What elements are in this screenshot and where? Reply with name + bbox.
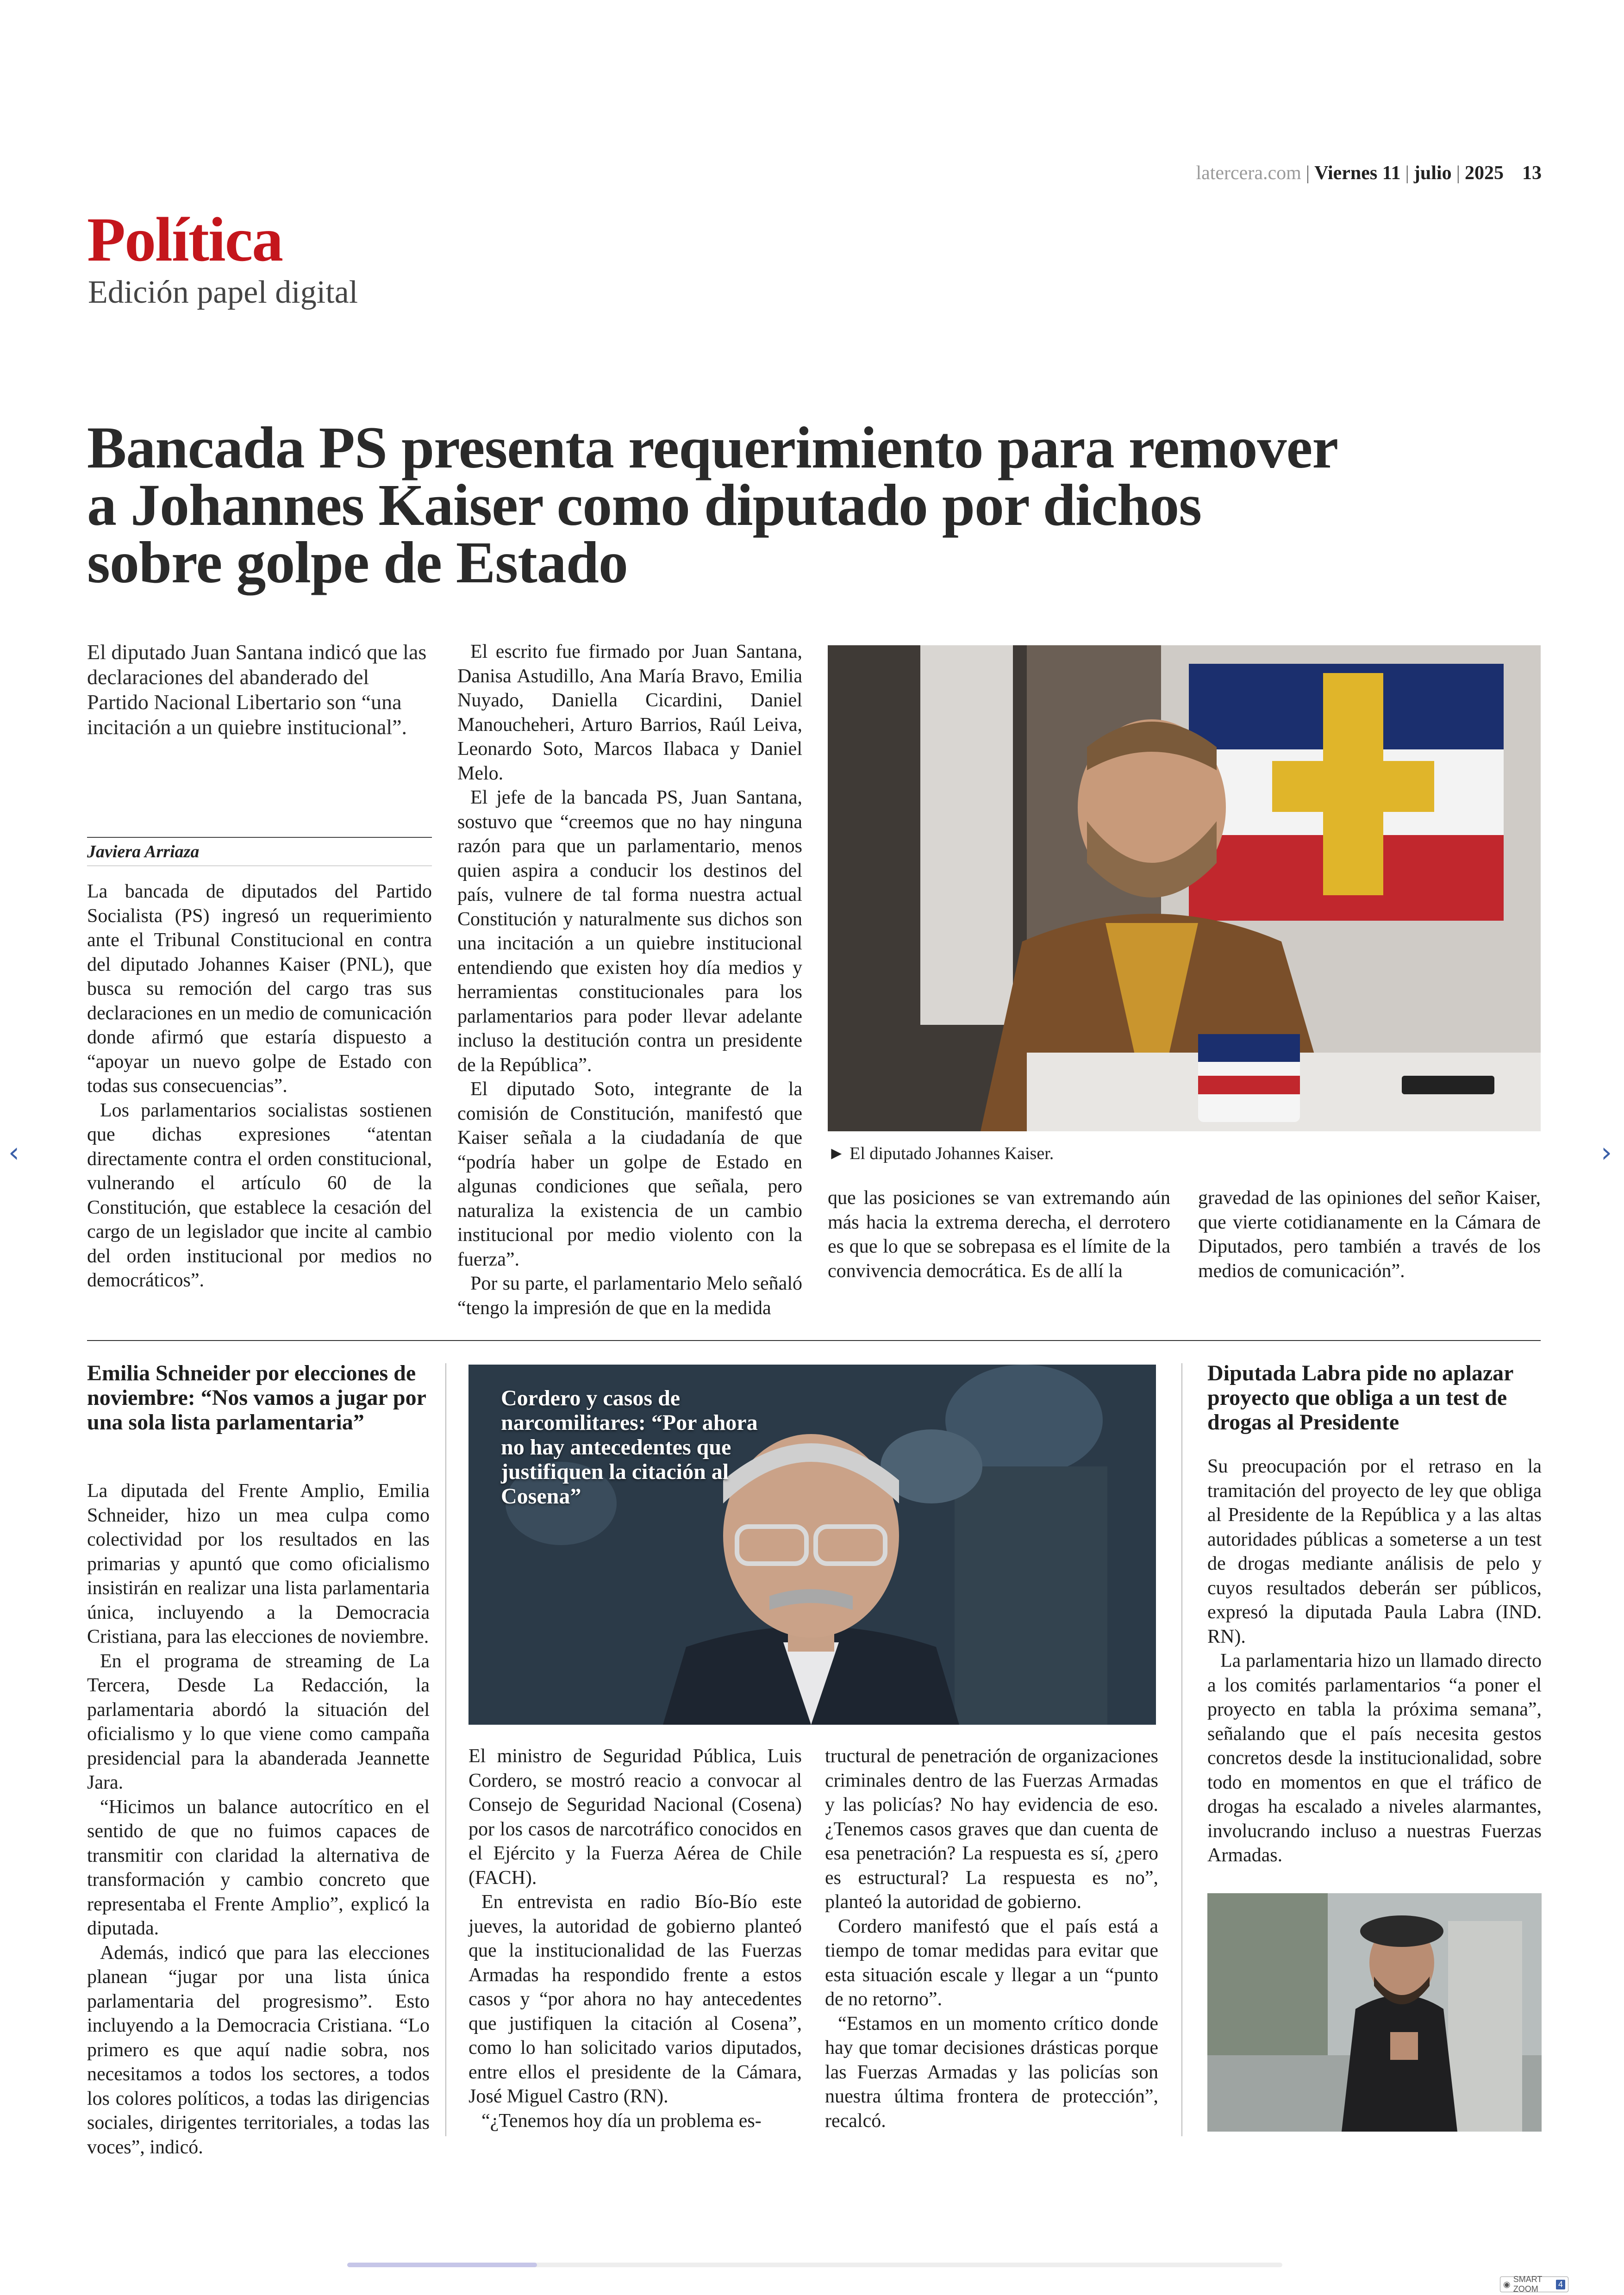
page-number: 13 <box>1522 162 1542 184</box>
paragraph: En entrevista en radio Bío-Bío este jueves, la autoridad de gobierno planteó que la institucionalidad de las Fuerzas Armadas ha respondido frente a estos casos y “por ahora no hay antecedentes que justifiquen la citación al Cosena”, como lo han solicitado varios diputados, entre ellos el presidente de la Cámara, José Miguel Castro (RN). <box>468 1891 802 2107</box>
issue-month: julio <box>1413 162 1452 184</box>
paragraph: La diputada del Frente Amplio, Emilia Schneider, hizo un mea culpa como colectividad por los resultados en las primarias y apuntó que como oficialismo insistirán en realizar una lista parlamentaria única, incluyendo a la Democracia Cristiana, para las elecciones de noviembre. <box>87 1480 430 1647</box>
paragraph: El jefe de la bancada PS, Juan Santana, sostuvo que “creemos que no hay ninguna razón para que un parlamentario, menos quien aspira a conducir los destinos del país, vulnere de tal forma nuestra actual Constitución y naturalmente sus dichos son una incitación a un quiebre institucional entendiendo que existen hoy día medios y herramientas constitucionales para los parlamentarios para poder llevar adelante incluso la destitución contra un presidente de la República”. <box>457 787 802 1076</box>
brief-right-title: Diputada Labra pide no aplazar proyecto que obliga a un test de drogas al Presidente <box>1207 1361 1513 1434</box>
paragraph: “Estamos en un momento crítico donde hay que tomar decisiones drásticas porque las Fuerzas Armadas y las policías son nuestra última frontera de protección”, recalcó. <box>825 2013 1158 2132</box>
paragraph: El escrito fue firmado por Juan Santana, Danisa Astudillo, Ana María Bravo, Emilia Nuyado, Daniella Cicardini, Daniel Manoucheheri, Arturo Barrios, Raúl Leiva, Leonardo Soto, Marcos Ilabaca y Daniel Melo. <box>457 641 802 784</box>
brief-center-column-1 <box>468 1744 802 2133</box>
brief-left-title: Emilia Schneider por elecciones de noviembre: “Nos vamos a jugar por una sola lista parlamentaria” <box>87 1361 426 1434</box>
paragraph: tructural de penetración de organizaciones criminales dentro de las Fuerzas Armadas y las policías? No hay evidencia de eso. ¿Tenemos casos graves que dan cuenta de esa penetración? La respuesta es sí, ¿pero es estructural? La respuesta es no”, planteó la autoridad de gobierno. <box>825 1746 1158 1913</box>
section-subtitle: Edición papel digital <box>88 274 358 310</box>
previous-page-arrow-icon[interactable]: ‹ <box>8 1136 19 1169</box>
paragraph: Además, indicó que para las elecciones planean “jugar por una lista única parlamentaria del progresismo”. Esto incluyendo a la Democracia Cristiana. “Lo primero es que aquí nadie sobra, nos necesitamos a todos los sectores, a todos los colores políticos, a todas las dirigencias sociales, dirigentes territoriales, a todas las voces”, indicó. <box>87 1942 430 2158</box>
issue-year: 2025 <box>1465 162 1504 184</box>
eye-icon: ◉ <box>1503 2279 1511 2289</box>
smart-zoom-control[interactable] <box>1500 2276 1568 2292</box>
main-lede: El diputado Juan Santana indicó que las declaraciones del abanderado del Partido Nacional Libertario son “una incitación a un quiebre institucional”. <box>87 640 427 739</box>
brief-center-column-2 <box>825 1744 1158 2133</box>
main-headline: Bancada PS presenta requerimiento para remover a Johannes Kaiser como diputado por dichos sobre golpe de Estado <box>87 415 1337 595</box>
labra-brief-photo <box>1207 1893 1542 2132</box>
section-title: Política <box>87 205 283 274</box>
column-divider <box>445 1363 446 2136</box>
kaiser-photo <box>828 645 1541 1131</box>
next-page-arrow-icon[interactable]: › <box>1601 1136 1612 1169</box>
author-byline: Javiera Arriaza <box>87 842 200 861</box>
smart-zoom-label: SMART ZOOM <box>1513 2275 1543 2294</box>
main-column-2 <box>457 640 802 1320</box>
section-divider <box>87 1340 1541 1341</box>
paragraph: gravedad de las opiniones del señor Kaiser, que vierte cotidianamente en la Cámara de Diputados, pero también a través de los medios de comunicación”. <box>1198 1187 1541 1282</box>
site-name: latercera.com <box>1196 162 1301 184</box>
brief-left-body <box>87 1479 430 2159</box>
brief-center-title: Cordero y casos de narcomilitares: “Por ahora no hay antecedentes que justifiquen la citación al Cosena” <box>501 1386 758 1509</box>
labra-photo-illustration <box>1207 1893 1542 2132</box>
kaiser-photo-illustration <box>828 645 1541 1131</box>
smart-zoom-value: 4 <box>1556 2280 1565 2289</box>
photo-caption: ► El diputado Johannes Kaiser. <box>828 1144 1054 1163</box>
paragraph: El ministro de Seguridad Pública, Luis Cordero, se mostró reacio a convocar al Consejo de Seguridad Nacional (Cosena) por los casos de narcotráfico conocidos en el Ejército y la Fuerza Aérea de Chile (FACH). <box>468 1746 802 1889</box>
main-column-1 <box>87 879 432 1293</box>
paragraph: “Hicimos un balance autocrítico en el sentido de que no fuimos capaces de transmitir con claridad la alternativa de transformación y cambio concreto que representaba el Frente Amplio”, explicó la diputada. <box>87 1796 430 1939</box>
column-divider <box>1181 1363 1182 2136</box>
author-rule <box>87 837 432 838</box>
issue-day: Viernes 11 <box>1314 162 1401 184</box>
issue-meta: latercera.com | Viernes 11 | julio | 2025 13 <box>1196 162 1542 184</box>
brief-right-body <box>1207 1454 1542 1868</box>
main-column-3 <box>828 1186 1170 1283</box>
paragraph: En el programa de streaming de La Tercera, Desde La Redacción, la parlamentaria abordó la situación del oficialismo y lo que viene como campaña presidencial para la abanderada Jeannette Jara. <box>87 1650 430 1793</box>
paragraph: Los parlamentarios socialistas sostienen que dichas expresiones “atentan directamente contra el orden constitucional, vulnerando el artículo 60 de la Constitución, que establece la cesación del cargo de un legislador que incite al cambio del orden institucional por medios no democráticos”. <box>87 1099 432 1291</box>
paragraph: Por su parte, el parlamentario Melo señaló “tengo la impresión de que en la medida <box>457 1273 802 1319</box>
page-scrollbar-thumb[interactable] <box>347 2263 537 2267</box>
paragraph: Su preocupación por el retraso en la tramitación del proyecto de ley que obliga al Presidente de la República y a las altas autoridades públicas a someterse a un test de drogas mediante análisis de pelo y cuyos resultados deberán ser públicos, expresó la diputada Paula Labra (IND. RN). <box>1207 1456 1542 1647</box>
paragraph: El diputado Soto, integrante de la comisión de Constitución, manifestó que Kaiser señala a la ciudadanía de que “podría haber un golpe de Estado en algunas condiciones que señala, pero naturaliza la existencia de un cambio institucional por medio violento con la fuerza”. <box>457 1079 802 1270</box>
paragraph: “¿Tenemos hoy día un problema es- <box>481 2110 762 2132</box>
paragraph: La bancada de diputados del Partido Socialista (PS) ingresó un requerimiento ante el Tribunal Constitucional en contra del diputado Johannes Kaiser (PNL), que busca su remoción del cargo tras sus declaraciones en un medio de comunicación donde afirmó que estaría dispuesto a “apoyar un nuevo golpe de Estado con todas sus consecuencias”. <box>87 881 432 1097</box>
paragraph: que las posiciones se van extremando aún más hacia la extrema derecha, el derrotero es que lo que se sobrepasa es el límite de la convivencia democrática. Es de allí la <box>828 1187 1170 1282</box>
paragraph: La parlamentaria hizo un llamado directo a los comités parlamentarios “a poner el proyecto en tabla la próxima semana”, señalando que el país necesita gestos concretos desde la institucionalidad, sobre todo en momentos en que el tráfico de drogas ha escalado a niveles alarmantes, involucrando incluso a nuestras Fuerzas Armadas. <box>1207 1650 1542 1866</box>
main-column-4 <box>1198 1186 1541 1283</box>
paragraph: Cordero manifestó que el país está a tiempo de tomar medidas para evitar que esta situación escale y llegar a un “punto de no retorno”. <box>825 1915 1158 2010</box>
